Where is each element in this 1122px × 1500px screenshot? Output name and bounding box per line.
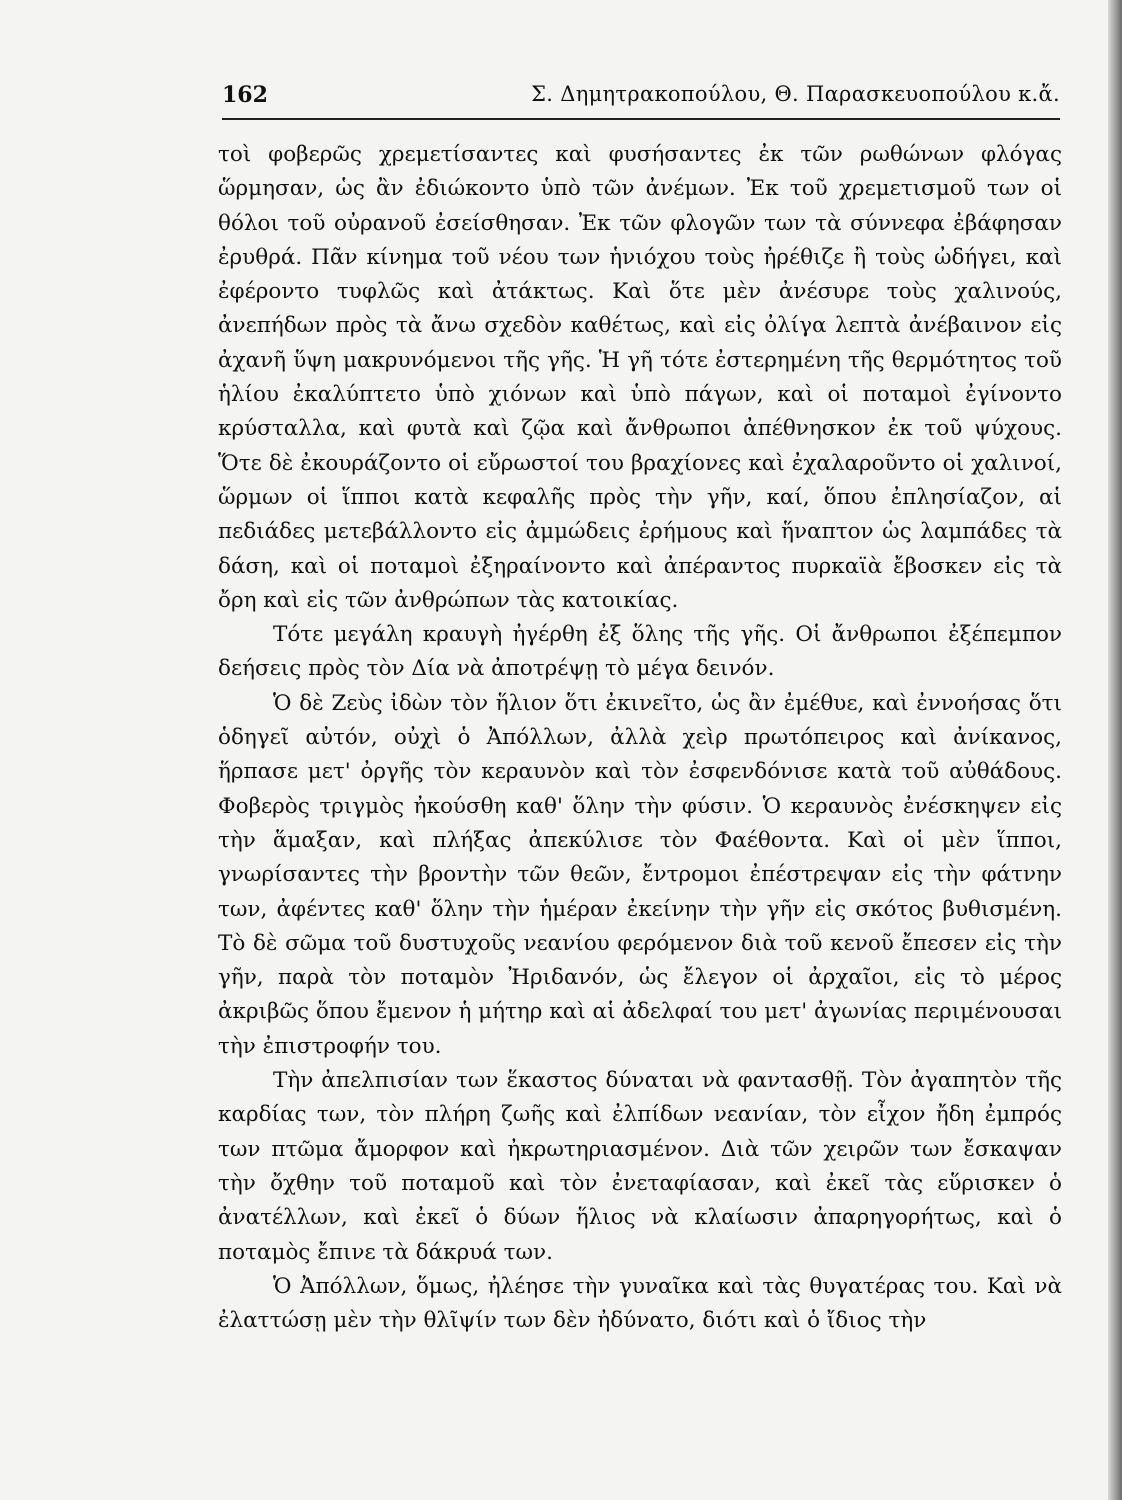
- page-edge-shadow: [1108, 0, 1122, 1500]
- page-header: [222, 78, 1060, 120]
- running-head: Σ. Δημητρακοπούλου, Θ. Παρασκευοπούλου κ.ἄ.: [531, 82, 1060, 106]
- paragraph-1: τοὶ φοβερῶς χρεμετίσαντες καὶ φυσήσαντες ἐκ τῶν ρωθώνων φλόγας ὥρμησαν, ὡς ἂν ἐδιώκοντο ὑπὸ τῶν ἀνέμων. Ἐκ τοῦ χρεμετισμοῦ των οἱ θόλοι τοῦ οὐρανοῦ ἐσείσθησαν. Ἐκ τῶν φλογῶν των τὰ σύννεφα ἐβάφησαν ἐρυθρά. Πᾶν κίνημα τοῦ νέου των ἡνιόχου τοὺς ἠρέθιζε ἢ τοὺς ὠδήγει, καὶ ἐφέροντο τυφλῶς καὶ ἀτάκτως. Καὶ ὅτε μὲν ἀνέσυρε τοὺς χαλινούς, ἀνεπήδων πρὸς τὰ ἄνω σχεδὸν καθέτως, καὶ εἰς ὀλίγα λεπτὰ ἀνέβαινον εἰς ἀχανῆ ὕψη μακρυνόμενοι τῆς γῆς. Ἡ γῆ τότε ἐστερημένη τῆς θερμότητος τοῦ ἡλίου ἐκαλύπτετο ὑπὸ χιόνων καὶ ὑπὸ πάγων, καὶ οἱ ποταμοὶ ἐγίνοντο κρύσταλλα, καὶ φυτὰ καὶ ζῷα καὶ ἄνθρωποι ἀπέθνησκον ἐκ τοῦ ψύχους. Ὅτε δὲ ἐκουράζοντο οἱ εὔρωστοί του βραχίονες καὶ ἐχαλαροῦντο οἱ χαλινοί, ὥρμων οἱ ἵπποι κατὰ κεφαλῆς πρὸς τὴν γῆν, καί, ὅπου ἐπλησίαζον, αἱ πεδιάδες μετεβάλλοντο εἰς ἀμμώδεις ἐρήμους καὶ ἥναπτον ὡς λαμπάδες τὰ δάση, καὶ οἱ ποταμοὶ ἐξηραίνοντο καὶ ἀπέραντος πυρκαϊὰ ἔβοσκεν εἰς τὰ ὄρη καὶ εἰς τῶν ἀνθρώπων τὰς κατοικίας.: [218, 142, 1062, 613]
- paragraph-4: Τὴν ἀπελπισίαν των ἕκαστος δύναται νὰ φαντασθῇ. Τὸν ἀγαπητὸν τῆς καρδίας των, τὸν πλήρη ζωῆς καὶ ἐλπίδων νεανίαν, τὸν εἶχον ἤδη ἐμπρός των πτῶμα ἄμορφον καὶ ἠκρωτηριασμένον. Διὰ τῶν χειρῶν των ἔσκαψαν τὴν ὄχθην τοῦ ποταμοῦ καὶ τὸν ἐνεταφίασαν, καὶ ἐκεῖ τὰς εὕρισκεν ὁ ἀνατέλλων, καὶ ἐκεῖ ὁ δύων ἥλιος νὰ κλαίωσιν ἀπαρηγορήτως, καὶ ὁ ποταμὸς ἔπινε τὰ δάκρυά των.: [218, 1068, 1062, 1265]
- paragraph-2: Τότε μεγάλη κραυγὴ ἠγέρθη ἐξ ὅλης τῆς γῆς. Οἱ ἄνθρωποι ἐξέπεμπον δεήσεις πρὸς τὸν Δία νὰ ἀποτρέψῃ τὸ μέγα δεινόν.: [218, 622, 1062, 682]
- paragraph-5: Ὁ Ἀπόλλων, ὅμως, ἠλέησε τὴν γυναῖκα καὶ τὰς θυγατέρας του. Καὶ νὰ ἐλαττώσῃ μὲν τὴν θλῖψίν των δὲν ἠδύνατο, διότι καὶ ὁ ἴδιος τὴν: [218, 1273, 1062, 1334]
- paragraph-3: Ὁ δὲ Ζεὺς ἰδὼν τὸν ἥλιον ὅτι ἐκινεῖτο, ὡς ἂν ἐμέθυε, καὶ ἐννοήσας ὅτι ὁδηγεῖ αὐτόν, οὐχὶ ὁ Ἀπόλλων, ἀλλὰ χεὶρ πρωτόπειρος καὶ ἀνίκανος, ἥρπασε μετ' ὀργῆς τὸν κεραυνὸν καὶ τὸν ἐσφενδόνισε κατὰ τοῦ αὐθάδους. Φοβερὸς τριγμὸς ἠκούσθη καθ' ὅλην τὴν φύσιν. Ὁ κεραυνὸς ἐνέσκηψεν εἰς τὴν ἅμαξαν, καὶ πλήξας ἀπεκύλισε τὸν Φαέθοντα. Καὶ οἱ μὲν ἵπποι, γνωρίσαντες τὴν βροντὴν τῶν θεῶν, ἔντρομοι ἐπέστρεψαν εἰς τὴν φάτνην των, ἀφέντες καθ' ὅλην τὴν ἡμέραν ἐκείνην τὴν γῆν εἰς σκότος βυθισμένη. Τὸ δὲ σῶμα τοῦ δυστυχοῦς νεανίου φερόμενον διὰ τοῦ κενοῦ ἔπεσεν εἰς τὴν γῆν, παρὰ τὸν ποταμὸν Ἠριδανόν, ὡς ἔλεγον οἱ ἀρχαῖοι, εἰς τὸ μέρος ἀκριβῶς ὅπου ἔμενον ἡ μήτηρ καὶ αἱ ἀδελφαί του μετ' ἀγωνίας περιμένουσαι τὴν ἐπιστροφήν του.: [218, 690, 1062, 1059]
- body-text: [218, 138, 1062, 1338]
- page-number: 162: [222, 82, 268, 108]
